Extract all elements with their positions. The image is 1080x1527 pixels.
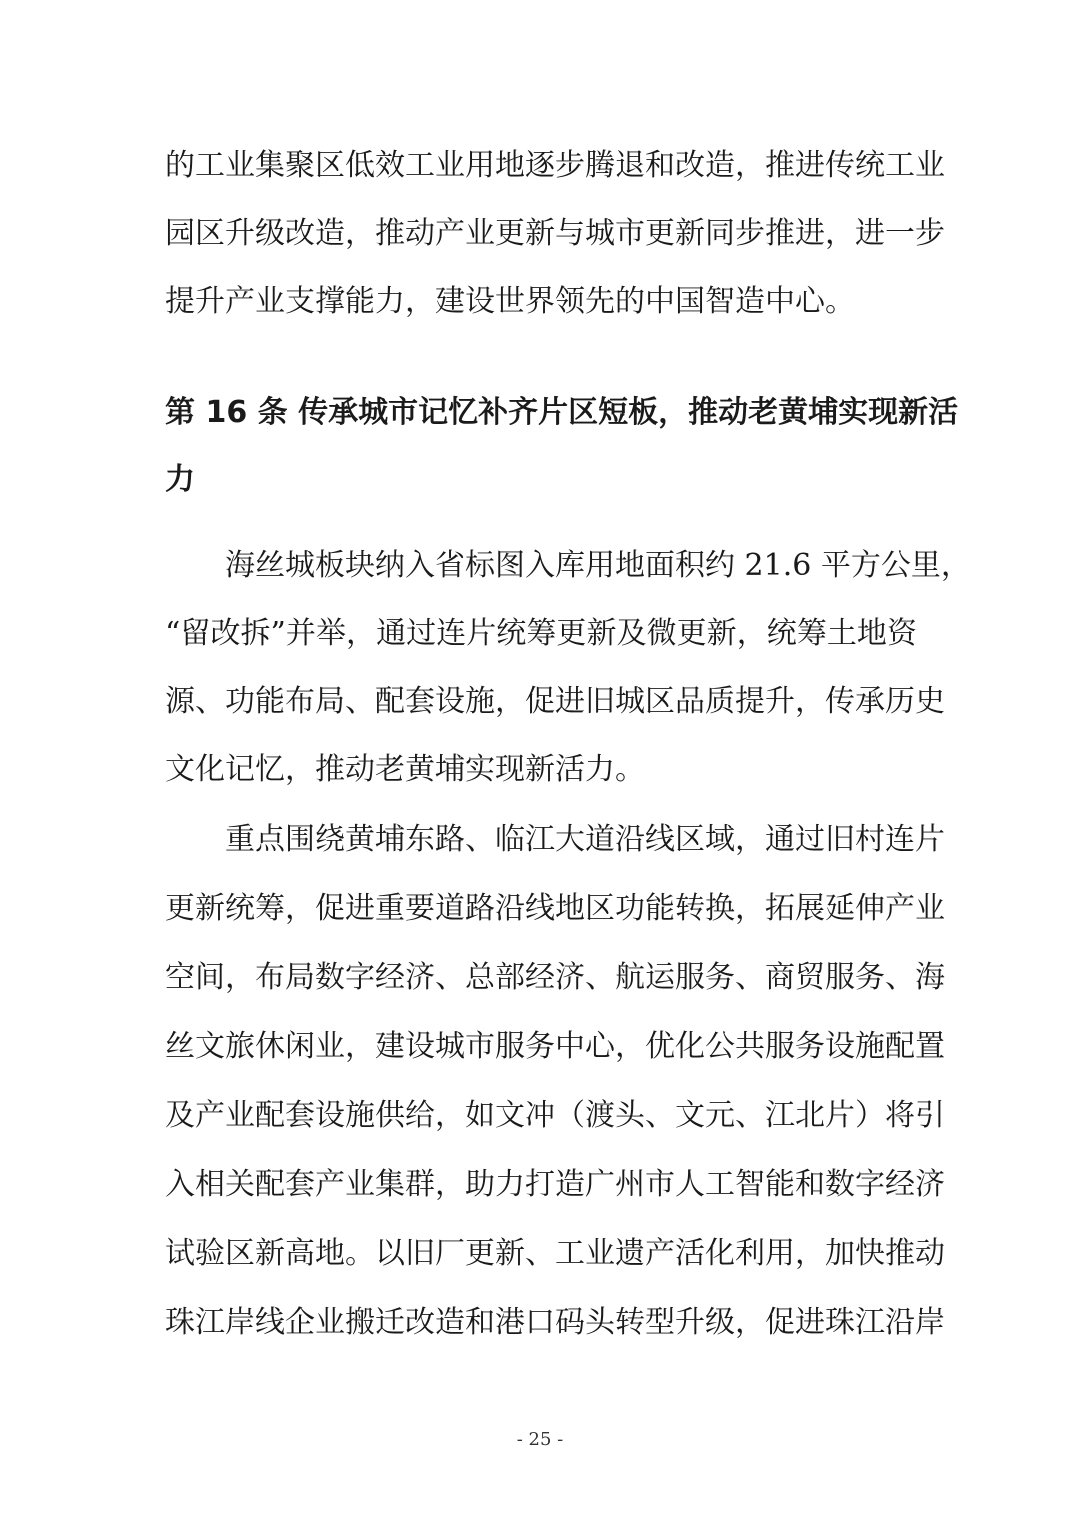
paragraph-2-line-1: 重点围绕黄埔东路、临江大道沿线区域，通过旧村连片 <box>225 822 945 857</box>
paragraph-1-line-2: “留改拆”并举，通过连片统筹更新及微更新，统筹土地资 <box>165 616 917 651</box>
article-heading-line-1: 第 16 条 传承城市记忆补齐片区短板，推动老黄埔实现新活 <box>165 395 959 430</box>
page-number: - 25 - <box>516 1429 564 1450</box>
paragraph-2-line-4: 丝文旅休闲业，建设城市服务中心，优化公共服务设施配置 <box>165 1029 945 1064</box>
intro-line-2: 园区升级改造，推动产业更新与城市更新同步推进，进一步 <box>165 216 945 251</box>
paragraph-1-line-3: 源、功能布局、配套设施，促进旧城区品质提升，传承历史 <box>165 684 945 719</box>
paragraph-2-line-6: 入相关配套产业集群，助力打造广州市人工智能和数字经济 <box>165 1167 945 1202</box>
paragraph-2-line-7: 试验区新高地。以旧厂更新、工业遗产活化利用，加快推动 <box>165 1236 945 1271</box>
paragraph-2-line-2: 更新统筹，促进重要道路沿线地区功能转换，拓展延伸产业 <box>165 891 945 926</box>
paragraph-2-line-5: 及产业配套设施供给，如文冲（渡头、文元、江北片）将引 <box>165 1098 945 1133</box>
paragraph-2-line-3: 空间，布局数字经济、总部经济、航运服务、商贸服务、海 <box>165 960 945 995</box>
paragraph-1-line-1: 海丝城板块纳入省标图入库用地面积约 21.6 平方公里， <box>225 548 971 583</box>
article-heading-line-2: 力 <box>165 462 195 497</box>
intro-line-3: 提升产业支撑能力，建设世界领先的中国智造中心。 <box>165 284 855 319</box>
paragraph-2-line-8: 珠江岸线企业搬迁改造和港口码头转型升级，促进珠江沿岸 <box>165 1305 945 1340</box>
paragraph-1-line-4: 文化记忆，推动老黄埔实现新活力。 <box>165 752 645 787</box>
intro-line-1: 的工业集聚区低效工业用地逐步腾退和改造，推进传统工业 <box>165 148 945 183</box>
